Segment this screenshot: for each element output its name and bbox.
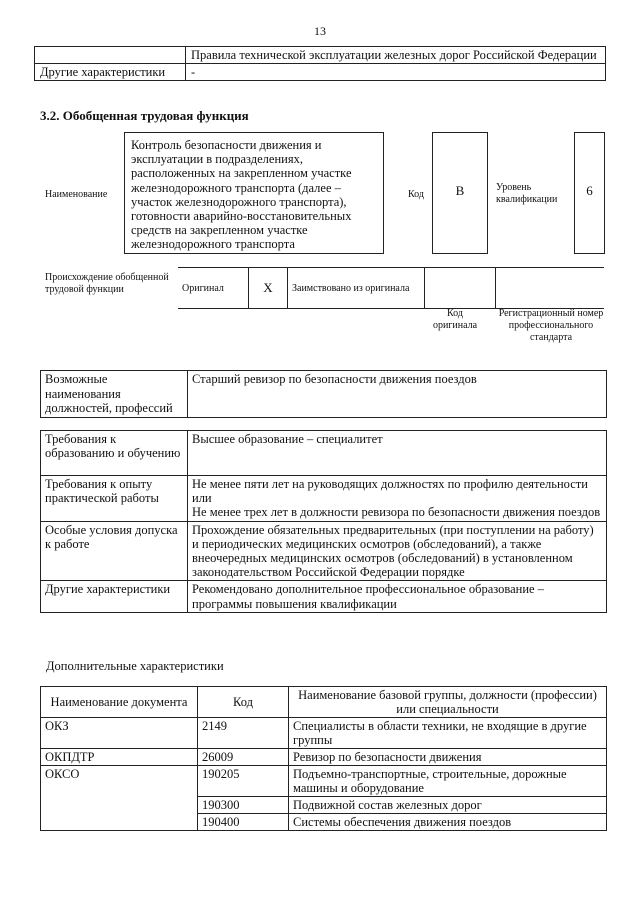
req-value: Не менее пяти лет на руководящих должностях по профилю деятельности или Не менее трех лет в должности ревизора по безопасности движения поездов xyxy=(188,476,607,522)
doc-cell: ОКПДТР xyxy=(41,749,198,766)
code-label: Код xyxy=(408,189,424,200)
name-cell: Системы обеспечения движения поездов xyxy=(289,814,607,831)
reg-caption: Регистрационный номер профессионального стандарта xyxy=(498,308,604,343)
name-cell: Специалисты в области техники, не входящие в другие группы xyxy=(289,718,607,749)
code-cell: 26009 xyxy=(198,749,289,766)
name-cell: Подвижной состав железных дорог xyxy=(289,797,607,814)
req-label: Другие характеристики xyxy=(41,581,188,612)
table-row xyxy=(41,718,607,749)
other-value: - xyxy=(186,64,606,81)
borrowed-label: Заимствовано из оригинала xyxy=(288,268,425,309)
additional-title: Дополнительные характеристики xyxy=(46,659,224,673)
name-label: Наименование xyxy=(45,189,108,200)
name-cell: Ревизор по безопасности движения xyxy=(289,749,607,766)
additional-table xyxy=(40,686,607,831)
code-cell: 190205 xyxy=(198,766,289,797)
positions-value: Старший ревизор по безопасности движения поездов xyxy=(188,371,607,418)
positions-table xyxy=(40,370,607,418)
function-code: B xyxy=(432,132,488,254)
col-header: Наименование базовой группы, должности (профессии) или специальности xyxy=(289,687,607,718)
req-label: Требования к образованию и обучению xyxy=(41,431,188,476)
col-header: Код xyxy=(198,687,289,718)
table-row xyxy=(41,766,607,797)
code-cell: 2149 xyxy=(198,718,289,749)
original-mark: X xyxy=(249,268,288,309)
level-label: Уровень квалификации xyxy=(496,182,558,205)
req-value: Рекомендовано дополнительное профессиональное образование – программы повышения квалификации xyxy=(188,581,607,612)
top-table xyxy=(34,46,606,81)
page-number: 13 xyxy=(314,24,326,38)
col-header: Наименование документа xyxy=(41,687,198,718)
req-label: Особые условия допуска к работе xyxy=(41,521,188,581)
code-cell: 190400 xyxy=(198,814,289,831)
table-row xyxy=(41,749,607,766)
function-name: Контроль безопасности движения и эксплуатации в подразделениях, расположенных на закрепленном участке железнодорожного транспорта (далее – участок железнодорожного транспорта), готовности аварийно-восстановительных средств на закрепленном участке железнодорожного транспорта xyxy=(124,132,384,254)
rules-text: Правила технической эксплуатации железных дорог Российской Федерации xyxy=(186,47,606,64)
original-label: Оригинал xyxy=(178,268,249,309)
req-value: Прохождение обязательных предварительных (при поступлении на работу) и периодических медицинских осмотров (обследований), а также внеочередных медицинских осмотров (обследований) в установленном законодательством Российской Федерации порядке xyxy=(188,521,607,581)
doc-cell: ОКСО xyxy=(41,766,198,831)
code-caption: Код оригинала xyxy=(432,308,478,331)
section-title: 3.2. Обобщенная трудовая функция xyxy=(40,108,249,123)
origin-label: Происхождение обобщенной трудовой функции xyxy=(45,272,169,295)
code-cell: 190300 xyxy=(198,797,289,814)
name-cell: Подъемно-транспортные, строительные, дорожные машины и оборудование xyxy=(289,766,607,797)
req-value: Высшее образование – специалитет xyxy=(188,431,607,476)
requirements-table xyxy=(40,430,607,613)
other-label: Другие характеристики xyxy=(35,64,186,81)
req-label: Требования к опыту практической работы xyxy=(41,476,188,522)
positions-label: Возможные наименования должностей, профессий xyxy=(41,371,188,418)
qualification-level: 6 xyxy=(574,132,605,254)
origin-table xyxy=(178,267,604,309)
doc-cell: ОКЗ xyxy=(41,718,198,749)
